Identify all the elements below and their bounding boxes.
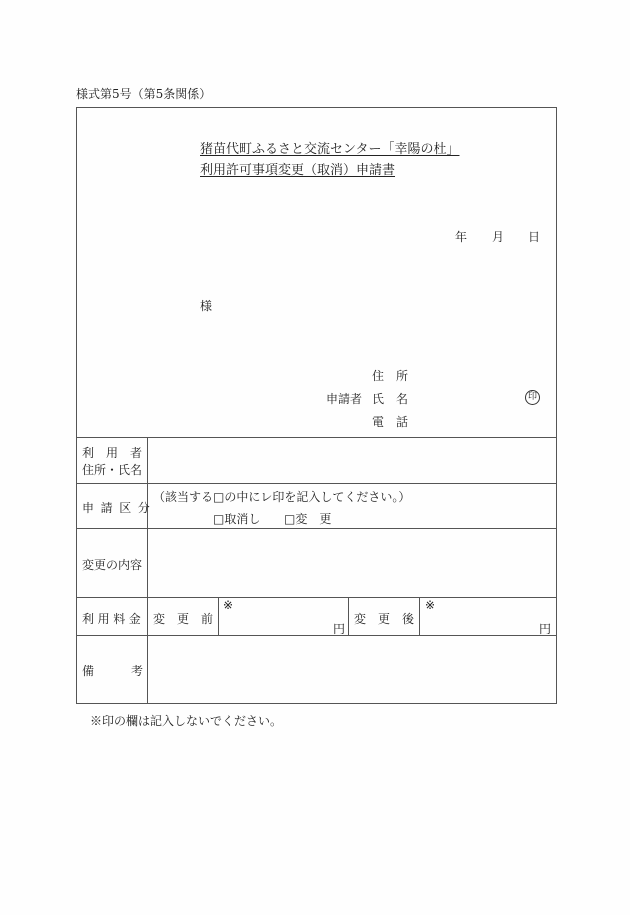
fee-after-label: 変 更 後 bbox=[354, 612, 415, 626]
fee-after-field[interactable] bbox=[421, 600, 555, 633]
option-cancel-checkbox[interactable]: □取消し bbox=[213, 512, 261, 526]
fee-before-unit: 円 bbox=[333, 622, 346, 636]
user-label-line1: 利 用 者 bbox=[82, 446, 143, 460]
change-details-label: 変更の内容 bbox=[82, 558, 143, 572]
fee-before-field[interactable] bbox=[220, 600, 346, 633]
remarks-label-right: 考 bbox=[131, 664, 144, 678]
date-month-label: 月 bbox=[492, 230, 505, 244]
divider bbox=[147, 437, 148, 704]
form-number: 様式第5号（第5条関係） bbox=[76, 87, 212, 101]
fee-label: 利用料金 bbox=[82, 612, 145, 626]
fee-after-mark: ※ bbox=[425, 598, 436, 612]
applicant-phone-label: 電 話 bbox=[372, 415, 409, 429]
addressee-suffix: 様 bbox=[200, 299, 213, 313]
date-day-label: 日 bbox=[528, 230, 541, 244]
fee-before-label: 変 更 前 bbox=[153, 612, 214, 626]
divider bbox=[76, 528, 557, 529]
divider bbox=[348, 597, 349, 635]
seal-icon: 印 bbox=[525, 390, 540, 405]
divider bbox=[419, 597, 420, 635]
date-year-label: 年 bbox=[455, 230, 468, 244]
category-label: 申請区分 bbox=[82, 501, 157, 515]
category-instruction: （該当する□の中にレ印を記入してください。） bbox=[153, 490, 411, 504]
option-change-checkbox[interactable]: □変 更 bbox=[284, 512, 332, 526]
divider bbox=[76, 483, 557, 484]
fee-after-unit: 円 bbox=[539, 622, 552, 636]
user-address-name-field[interactable] bbox=[150, 440, 554, 481]
change-details-field[interactable] bbox=[150, 531, 554, 595]
applicant-name-label: 氏 名 bbox=[372, 392, 409, 406]
remarks-field[interactable] bbox=[150, 638, 554, 701]
form-title-line2: 利用許可事項変更（取消）申請書 bbox=[200, 163, 396, 178]
user-label-line2: 住所・氏名 bbox=[82, 463, 143, 477]
applicant-address-label: 住 所 bbox=[372, 369, 409, 383]
fee-before-mark: ※ bbox=[223, 598, 234, 612]
applicant-label: 申請者 bbox=[326, 392, 363, 406]
divider bbox=[218, 597, 219, 635]
divider bbox=[76, 437, 557, 438]
form-title-line1: 猪苗代町ふるさと交流センター「幸陽の杜」 bbox=[200, 142, 460, 157]
divider bbox=[76, 635, 557, 636]
remarks-label-left: 備 bbox=[82, 664, 95, 678]
footnote: ※印の欄は記入しないでください。 bbox=[90, 714, 283, 728]
divider bbox=[76, 597, 557, 598]
